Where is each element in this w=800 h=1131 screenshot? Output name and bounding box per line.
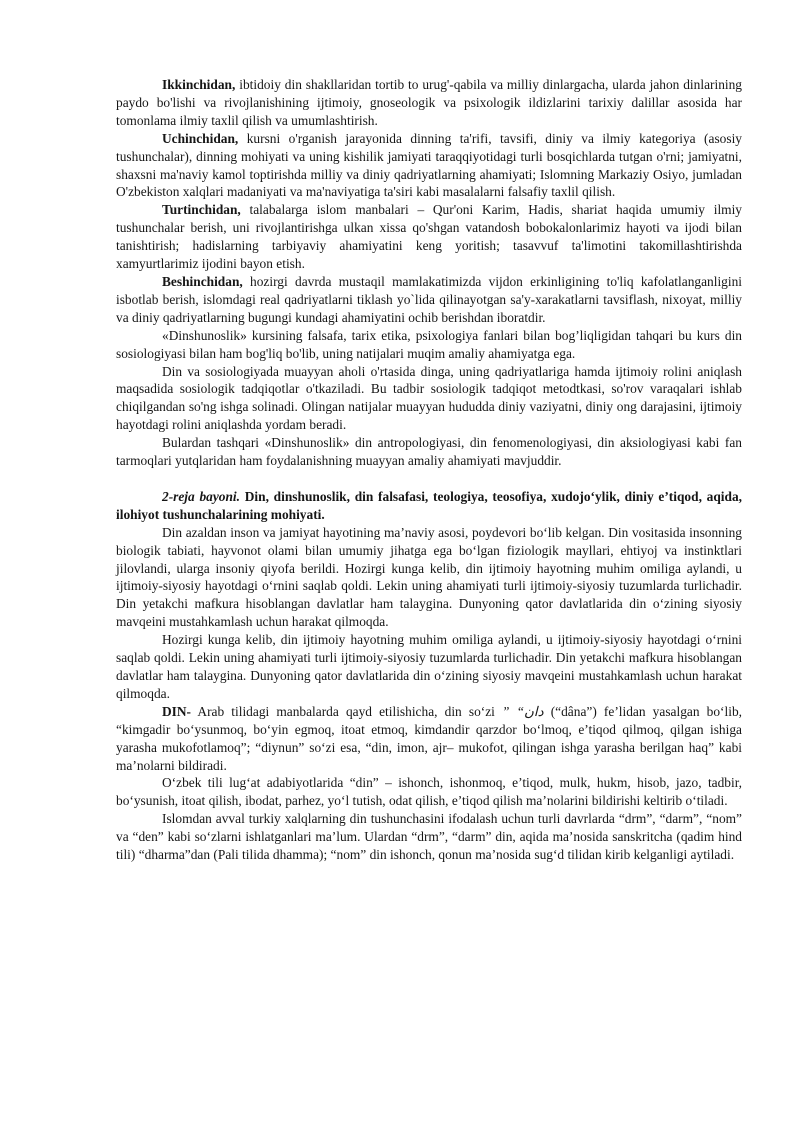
paragraph-turtinchidan [116, 201, 742, 273]
paragraph-text: (“dâna”) fe’lidan yasalgan bo‘lib, “kimgadir bo‘ysunmoq, bo‘yin egmoq, itoat etmoq, kimdandir qarzdor bo‘lmoq, e’tiqod qilmoq, qilgan ishiga yarasha mukofotlamoq”; “diynun” so‘zi esa, “din, imon, ajr– mukofot, qilingan ishga yarasha berilgan haq” kabi ma’nolarni bildiradi. [116, 703, 742, 773]
section-gap [116, 470, 742, 488]
arabic-word: دان“ ” [502, 703, 544, 719]
paragraph-bulardan-tashqari [116, 434, 742, 470]
paragraph-lead: Turtinchidan, [162, 202, 241, 218]
paragraph-text: talabalarga islom manbalari – Qur'oni Karim, Hadis, shariat haqida umumiy ilmiy tushunchalar berish, uni rivojlantirishga ulkan xissa qo'shgan vatandosh bobokalonlarimiz hayoti va ijodi bilan tanishtirish; hadislarning tarbiyaviy ahamiyatini keng yoritish; tasavvuf ta'limotini takomillashtirishda xamyurtlarimiz ijodini bayon etish. [116, 202, 742, 272]
paragraph-beshinchidan [116, 273, 742, 327]
paragraph-text: Islomdan avval turkiy xalqlarning din tushunchasini ifodalash uchun turli davrlarda “drm”, “darm”, “nom” va “den” kabi so‘zlarni ishlatganlari ma’lum. Ulardan “drm”, “darm” din, aqida ma’nosida sanskritcha (qadim hind tili) “dharma”dan (Pali tilida dhamma); “nom” din ishonch, qonun ma’nosida sug‘d tilidan kirib kelganligi aytiladi. [116, 811, 742, 863]
paragraph-ozbek-tili [116, 774, 742, 810]
paragraph-ikkinchidan [116, 76, 742, 130]
paragraph-hozirgi-kunga [116, 631, 742, 703]
paragraph-text: Arab tilidagi manbalarda qayd etilishicha, din so‘zi [191, 703, 503, 719]
paragraph-lead: Beshinchidan, [162, 273, 243, 289]
section-heading [116, 488, 742, 524]
paragraph-text: Bulardan tashqari «Dinshunoslik» din antropologiyasi, din fenomenologiyasi, din aksiologiyasi kabi fan tarmoqlari yutqlaridan ham foydalanishning muayyan amaliy ahamiyati mavjuddir. [116, 435, 742, 469]
section-heading-label: 2-reja bayoni. [162, 488, 241, 504]
paragraph-din-sosiologiyasi [116, 363, 742, 435]
document-page [116, 76, 742, 864]
paragraph-text: Din va sosiologiyada muayyan aholi o'rtasida dinga, uning qadriyatlariga hamda ijtimoiy rolini aniqlash maqsadida sosiologik tadqiqotlar o'tkaziladi. Bu tadbir sosiologik tadqiqot metodtkasi, so'rov varaqalari ishlab chiqilgandan so'ng ishga solinadi. Olingan natijalar muayyan hududda diniy vaziyatni, diniy ong darajasini, ijtimoiy hayotdagi rolini aniqlashda yordam beradi. [116, 363, 742, 433]
section-heading-text: Din, dinshunoslik, din falsafasi, teologiya, teosofiya, xudojo‘ylik, diniy e’tiqod, aqida, ilohiyot tushunchalarining mohiyati. [116, 488, 743, 522]
paragraph-text: Din azaldan inson va jamiyat hayotining ma’naviy asosi, poydevori bo‘lib kelgan. Din vositasida insonning biologik tabiati, hayvonot olami bilan umumiy jihatga ega bo‘lgan fiziologik mayllari, ehtiyoj va instinktlari jilovlandi, ularga insoniy qiyofa berildi. Hozirgi kunga kelib, din ijtimoiy hayotning muhim omiliga aylandi, u ijtimoiy-siyosiy hayotdagi o‘rnini saqlab qoldi. Lekin uning ahamiyati turli ijtimoiy-siyosiy tuzumlarda turlichadir. Din yetakchi mafkura hisoblangan davlatlar ham talaygina. Dunyoning qator davlatlarida din o‘zining siyosiy mavqeini mustahkamlash uchun harakat qilmoqda. [116, 524, 742, 630]
paragraph-text: ibtidoiy din shakllaridan tortib to urug'-qabila va milliy dinlargacha, ularda jahon dinlarining paydo bo'lishi va rivojlanishining ijtimoiy, gnoseologik va psixologik ildizlarini tarixiy dalillar asosida har tomonlama ilmiy taxlil qilish va umumlashtirish. [116, 77, 742, 128]
paragraph-uchinchidan [116, 130, 742, 202]
paragraph-dinshunoslik-kursi [116, 327, 742, 363]
paragraph-din-definition [116, 703, 742, 775]
paragraph-lead: Ikkinchidan, [162, 77, 236, 92]
paragraph-din-azaldan [116, 524, 742, 631]
paragraph-text: «Dinshunoslik» kursining falsafa, tarix etika, psixologiya fanlari bilan bog’liqligidan tahqari bu kurs din sosiologiyasi bilan ham bog'liq bo'lib, uning natijalari muqim amaliy ahamiyatga ega. [116, 327, 742, 361]
paragraph-islomdan-avval [116, 810, 742, 864]
paragraph-text: kursni o'rganish jarayonida dinning ta'rifi, tavsifi, diniy va ilmiy kategoriya (asosiy tushunchalar), dinning mohiyati va uning kishilik jamiyati taraqqiyotidagi turli bosqichlarda tutgan o'rni; jamiyatni, shaxsni ma'naviy kamol toptirishda milliy va diniy qadriyatlarning ahamiyati; Islomning Markaziy Osiyo, jumladan O'zbekiston xalqlari madaniyati va ma'naviyatiga ta'siri kabi masalalarni falsafiy taxlil qilish. [116, 130, 742, 200]
paragraph-lead: DIN- [162, 703, 192, 719]
paragraph-lead: Uchinchidan, [162, 130, 239, 146]
paragraph-text: hozirgi davrda mustaqil mamlakatimizda vijdon erkinligining to'liq kafolatlanganligini isbotlab berish, islomdagi real qadriyatlarni tiklash yo`lida qilinayotgan sa'y-xarakatlarni tavsiflash, nixoyat, milliy va diniy qadriyatlarning bugungi kundagi ahamiyatini ochib berishdan iboratdir. [116, 273, 742, 325]
paragraph-text: Hozirgi kunga kelib, din ijtimoiy hayotning muhim omiliga aylandi, u ijtimoiy-siyosiy hayotdagi o‘rnini saqlab qoldi. Lekin uning ahamiyati turli ijtimoiy-siyosiy tuzumlarda turlichadir. Din yetakchi mafkura hisoblangan davlatlar ham talaygina. Dunyoning qator davlatlarida din o‘zining siyosiy mavqeini mustahkamlash uchun harakat qilmoqda. [116, 632, 742, 701]
paragraph-text: O‘zbek tili lug‘at adabiyotlarida “din” – ishonch, ishonmoq, e’tiqod, mulk, hukm, hisob, jazo, tadbir, bo‘ysunish, itoat qilish, ibodat, parhez, yo‘l tutish, odat qilish, e’tiqod qilish ma’nolarini bildirishi keltirib o‘tiladi. [116, 775, 742, 809]
